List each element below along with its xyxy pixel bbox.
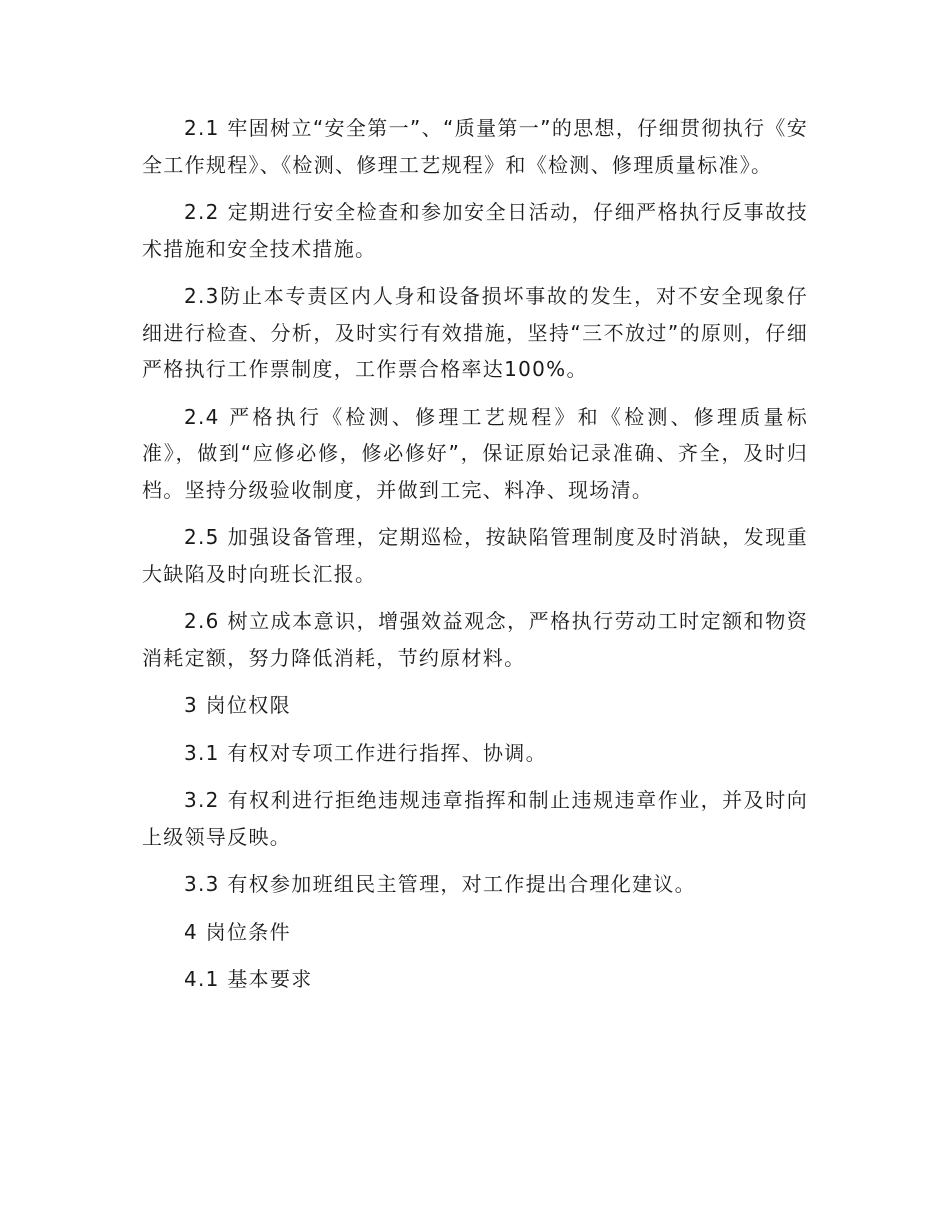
section-heading-3: 3 岗位权限 bbox=[184, 693, 291, 717]
paragraph-2-4: 2.4 严格执行《检测、修理工艺规程》和《检测、修理质量标准》，做到“应修必修，修必修好”，保证原始记录准确、齐全，及时归档。坚持分级验收制度，并做到工完、料净、现场清。 bbox=[142, 404, 808, 502]
paragraph-3-3: 3.3 有权参加班组民主管理，对工作提出合理化建议。 bbox=[184, 872, 696, 896]
paragraph-4-1: 4.1 基本要求 bbox=[184, 967, 313, 991]
section-heading-4: 4 岗位条件 bbox=[184, 919, 291, 944]
paragraph-2-1: 2.1 牢固树立“安全第一”、“质量第一”的思想，仔细贯彻执行《安全工作规程》、《检测、修理工艺规程》和《检测、修理质量标准》。 bbox=[142, 116, 808, 177]
paragraph-3-1: 3.1 有权对专项工作进行指挥、协调。 bbox=[184, 740, 547, 765]
document-body bbox=[142, 110, 808, 998]
paragraph-2-5: 2.5 加强设备管理，定期巡检，按缺陷管理制度及时消缺，发现重大缺陷及时向班长汇报。 bbox=[142, 525, 808, 586]
paragraph-2-6: 2.6 树立成本意识，增强效益观念，严格执行劳动工时定额和物资消耗定额，努力降低消耗，节约原材料。 bbox=[142, 609, 808, 670]
paragraph-2-2: 2.2 定期进行安全检查和参加安全日活动，仔细严格执行反事故技术措施和安全技术措施。 bbox=[142, 200, 808, 261]
paragraph-2-3: 2.3防止本专责区内人身和设备损坏事故的发生，对不安全现象仔细进行检查、分析，及时实行有效措施，坚持“三不放过”的原则，仔细严格执行工作票制度，工作票合格率达100%。 bbox=[142, 284, 808, 381]
paragraph-3-2: 3.2 有权利进行拒绝违规违章指挥和制止违规违章作业，并及时向上级领导反映。 bbox=[142, 788, 808, 849]
